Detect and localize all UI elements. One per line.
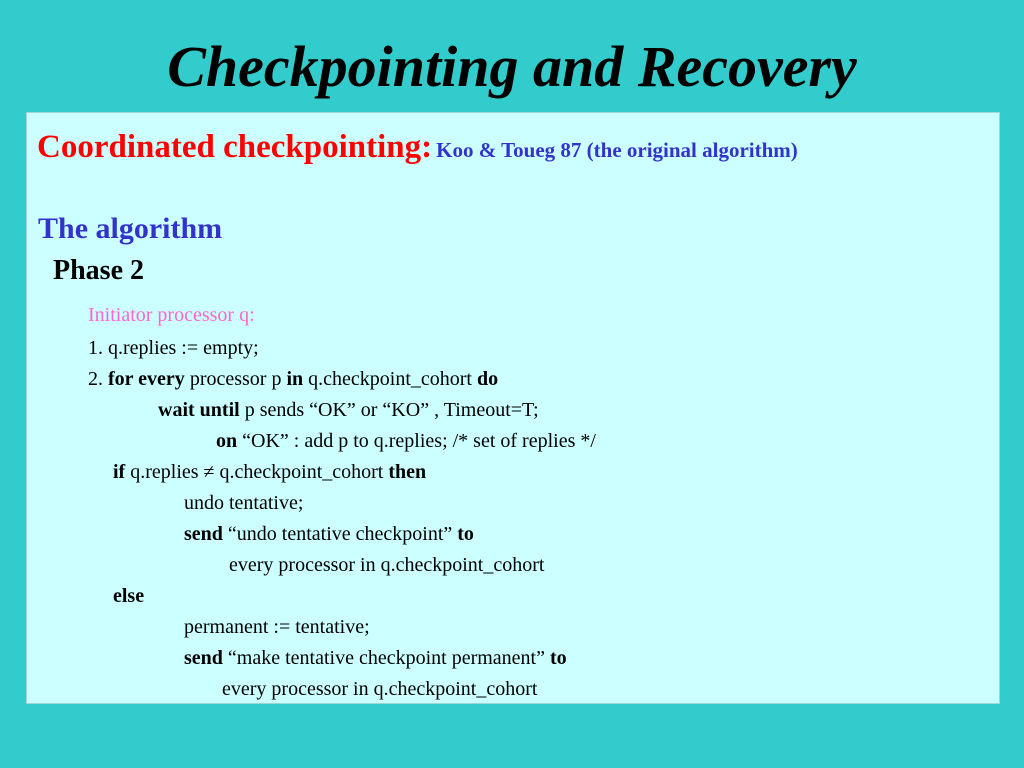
code-line-3 — [158, 400, 539, 420]
keyword-to: to — [549, 647, 567, 669]
keyword-else: else — [113, 585, 145, 607]
code-line-1: 1. q.replies := empty; — [88, 337, 259, 359]
code-line-12: every processor in q.checkpoint_cohort — [222, 678, 538, 700]
code-text: q.checkpoint_cohort — [303, 368, 477, 390]
keyword-in: in — [286, 368, 304, 390]
keyword-send: send — [184, 523, 223, 545]
keyword-wait-until: wait until — [158, 399, 240, 421]
keyword-send: send — [184, 647, 223, 669]
code-text: q.replies ≠ q.checkpoint_cohort — [125, 461, 389, 483]
code-line-2 — [88, 369, 498, 389]
code-text: “OK” : add p to q.replies; /* set of replies */ — [237, 430, 596, 452]
code-text: “undo tentative checkpoint” — [222, 523, 458, 545]
phase-label: Phase 2 — [53, 255, 144, 286]
code-text: processor p — [184, 368, 287, 390]
code-line-11 — [184, 648, 567, 668]
code-line-7 — [184, 524, 474, 544]
code-line-4 — [216, 431, 596, 451]
content-panel — [26, 112, 1000, 704]
keyword-to: to — [457, 523, 474, 545]
keyword-for-every: for every — [108, 368, 185, 390]
code-text: p sends “OK” or “KO” , Timeout=T; — [239, 399, 539, 421]
code-line-6: undo tentative; — [184, 492, 304, 514]
section-heading: Coordinated checkpointing: — [37, 129, 433, 165]
slide-title: Checkpointing and Recovery — [167, 34, 857, 99]
code-line-5 — [113, 462, 426, 482]
code-line-2-number: 2. — [88, 368, 108, 390]
keyword-on: on — [216, 430, 238, 452]
initiator-label: Initiator processor q: — [88, 304, 255, 326]
code-line-8: every processor in q.checkpoint_cohort — [229, 554, 545, 576]
code-line-10: permanent := tentative; — [184, 616, 370, 638]
algorithm-heading: The algorithm — [38, 212, 223, 245]
keyword-do: do — [476, 368, 499, 390]
code-text: “make tentative checkpoint permanent” — [222, 647, 550, 669]
keyword-if: if — [113, 461, 126, 483]
keyword-then: then — [388, 461, 427, 483]
heading-line — [37, 131, 798, 164]
citation: Koo & Toueg 87 (the original algorithm) — [436, 138, 798, 162]
